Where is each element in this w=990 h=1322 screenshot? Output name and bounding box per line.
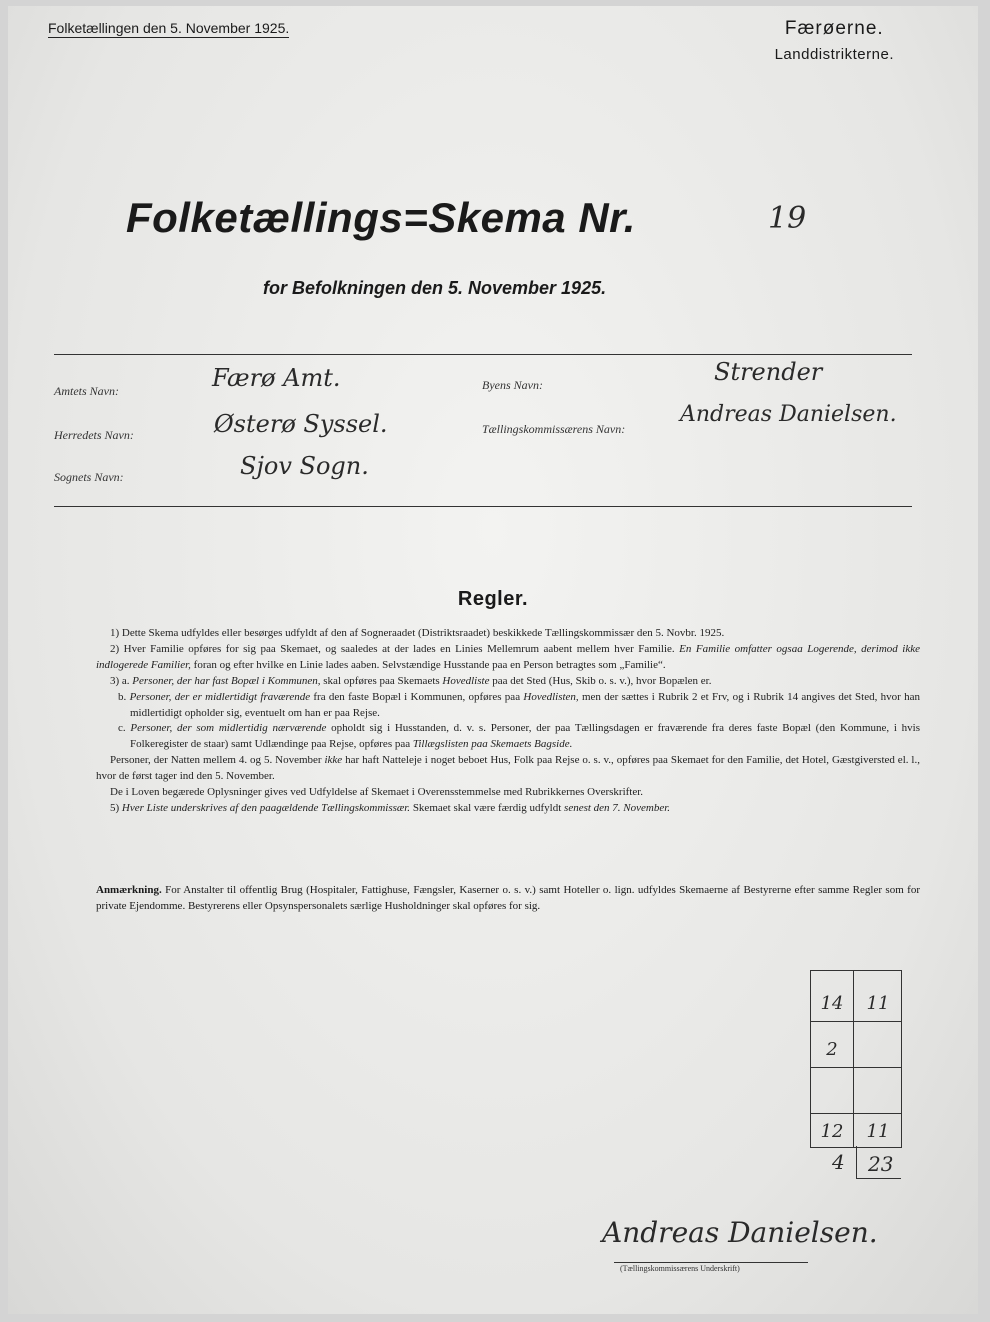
region-block <box>775 18 894 63</box>
by-label: Byens Navn: <box>482 378 543 392</box>
tally-cell: 11 <box>866 993 890 1014</box>
rule-3c: c. Personer, der som midlertidig nærværende opholdt sig i Husstanden, d. v. s. Personer, der paa Tællingsdagen er fraværende fra deres faste Bopæl (den Kommune, i hvis Folkeregister de staar) samt Udlændinge paa Rejse, opføres paa Tillægslisten paa Skemaets Bagside. <box>118 722 920 751</box>
census-form-page <box>8 6 978 1314</box>
tally-rowline <box>811 1067 901 1068</box>
signature-line <box>614 1262 808 1263</box>
amt-value: Færø Amt. <box>212 364 341 392</box>
tally-cell: 11 <box>866 1121 890 1142</box>
note-text: For Anstalter til offentlig Brug (Hospitaler, Fattighuse, Fængsler, Kaserner o. s. v.) samt Hoteller o. lign. udfyldes Skemaerne af Bestyrerne efter samme Regler som for private Ejendomme. Bestyrerens eller Opsynspersonalets særlige Husholdninger skal opføres for sig. <box>96 884 920 912</box>
rule-1: 1) Dette Skema udfyldes eller besørges udfyldt af den af Sogneraadet (Distriktsraadet) beskikkede Tællingskommissær den 5. Novbr. 1925. <box>110 627 725 639</box>
annotation-note <box>96 882 920 914</box>
tally-cell: 14 <box>820 993 844 1014</box>
rule-3a: 3) a. Personer, der har fast Bopæl i Kommunen, skal opføres paa Skemaets Hovedliste paa det Sted (Hus, Skib o. s. v.), hvor Bopælen er. <box>110 674 712 687</box>
rules-body <box>96 626 920 817</box>
rule-4: Personer, der Natten mellem 4. og 5. November ikke har haft Natteleje i noget beboet Hus, Folk paa Rejse o. s. v., opføres paa Skemaet for den Familie, det Hotel, Gæstgiversted el. l., hvor de først tager ind den 5. November. <box>96 754 920 783</box>
by-value: Strender <box>714 358 823 386</box>
kommissaer-value: Andreas Danielsen. <box>680 402 897 427</box>
herred-value: Østerø Syssel. <box>214 410 388 438</box>
census-header-text: Folketællingen den 5. November 1925. <box>48 20 290 36</box>
form-subtitle: for Befolkningen den 5. November 1925. <box>263 278 607 298</box>
census-header <box>48 20 289 36</box>
rule-3b: b. Personer, der er midlertidigt fraværende fra den faste Bopæl i Kommunen, opføres paa Hovedlisten, men der sættes i Rubrik 2 et Frv, og i Rubrik 14 angives det Sted, hvor han midlertidigt opholder sig, eventuelt om han er paa Rejse. <box>118 690 921 719</box>
skema-number: 19 <box>768 201 807 236</box>
sogn-value: Sjov Sogn. <box>240 452 369 480</box>
note-label: Anmærkning. <box>96 884 162 896</box>
rule-4-note: De i Loven begærede Oplysninger gives ved Udfyldelse af Skemaet i Overensstemmelse med Rubrikkernes Overskrifter. <box>110 786 644 799</box>
sogn-label: Sognets Navn: <box>54 470 124 484</box>
herred-label: Herredets Navn: <box>54 428 134 442</box>
tally-box <box>810 970 902 1148</box>
signature-caption: (Tællingskommissærens Underskrift) <box>620 1264 740 1273</box>
tally-total-left: 4 <box>832 1150 845 1174</box>
rule-5: 5) Hver Liste underskrives af den paagældende Tællingskommissær. Skemaet skal være færdig udfyldt senest den 7. November. <box>110 801 671 814</box>
district-name: Landdistrikterne. <box>774 46 894 63</box>
tally-rowline <box>811 1021 901 1022</box>
form-title: Folketællings=Skema Nr. <box>126 194 636 241</box>
tally-cell: 12 <box>820 1121 844 1142</box>
bottom-divider <box>54 506 912 507</box>
top-divider <box>54 354 912 355</box>
commissioner-signature: Andreas Danielsen. <box>602 1216 878 1249</box>
kommissaer-label: Tællingskommissærens Navn: <box>482 422 626 436</box>
rule-2: 2) Hver Familie opføres for sig paa Skemaet, og saaledes at der lades en Linies Mellemrum aabent mellem hver Familie. En Familie omfatter ogsaa Logerende, derimod ikke indlogerede Familier, foran og efter hvilke en Linie lades aaben. Selvstændige Husstande paa en Person betragtes som „Familie“. <box>96 642 920 671</box>
region-name: Færøerne. <box>784 18 884 39</box>
tally-rowline <box>811 1113 901 1114</box>
amt-label: Amtets Navn: <box>54 384 119 398</box>
rules-heading: Regler. <box>457 588 529 610</box>
tally-cell: 2 <box>826 1039 838 1060</box>
tally-divider <box>853 971 854 1147</box>
tally-total-right: 23 <box>868 1152 894 1176</box>
